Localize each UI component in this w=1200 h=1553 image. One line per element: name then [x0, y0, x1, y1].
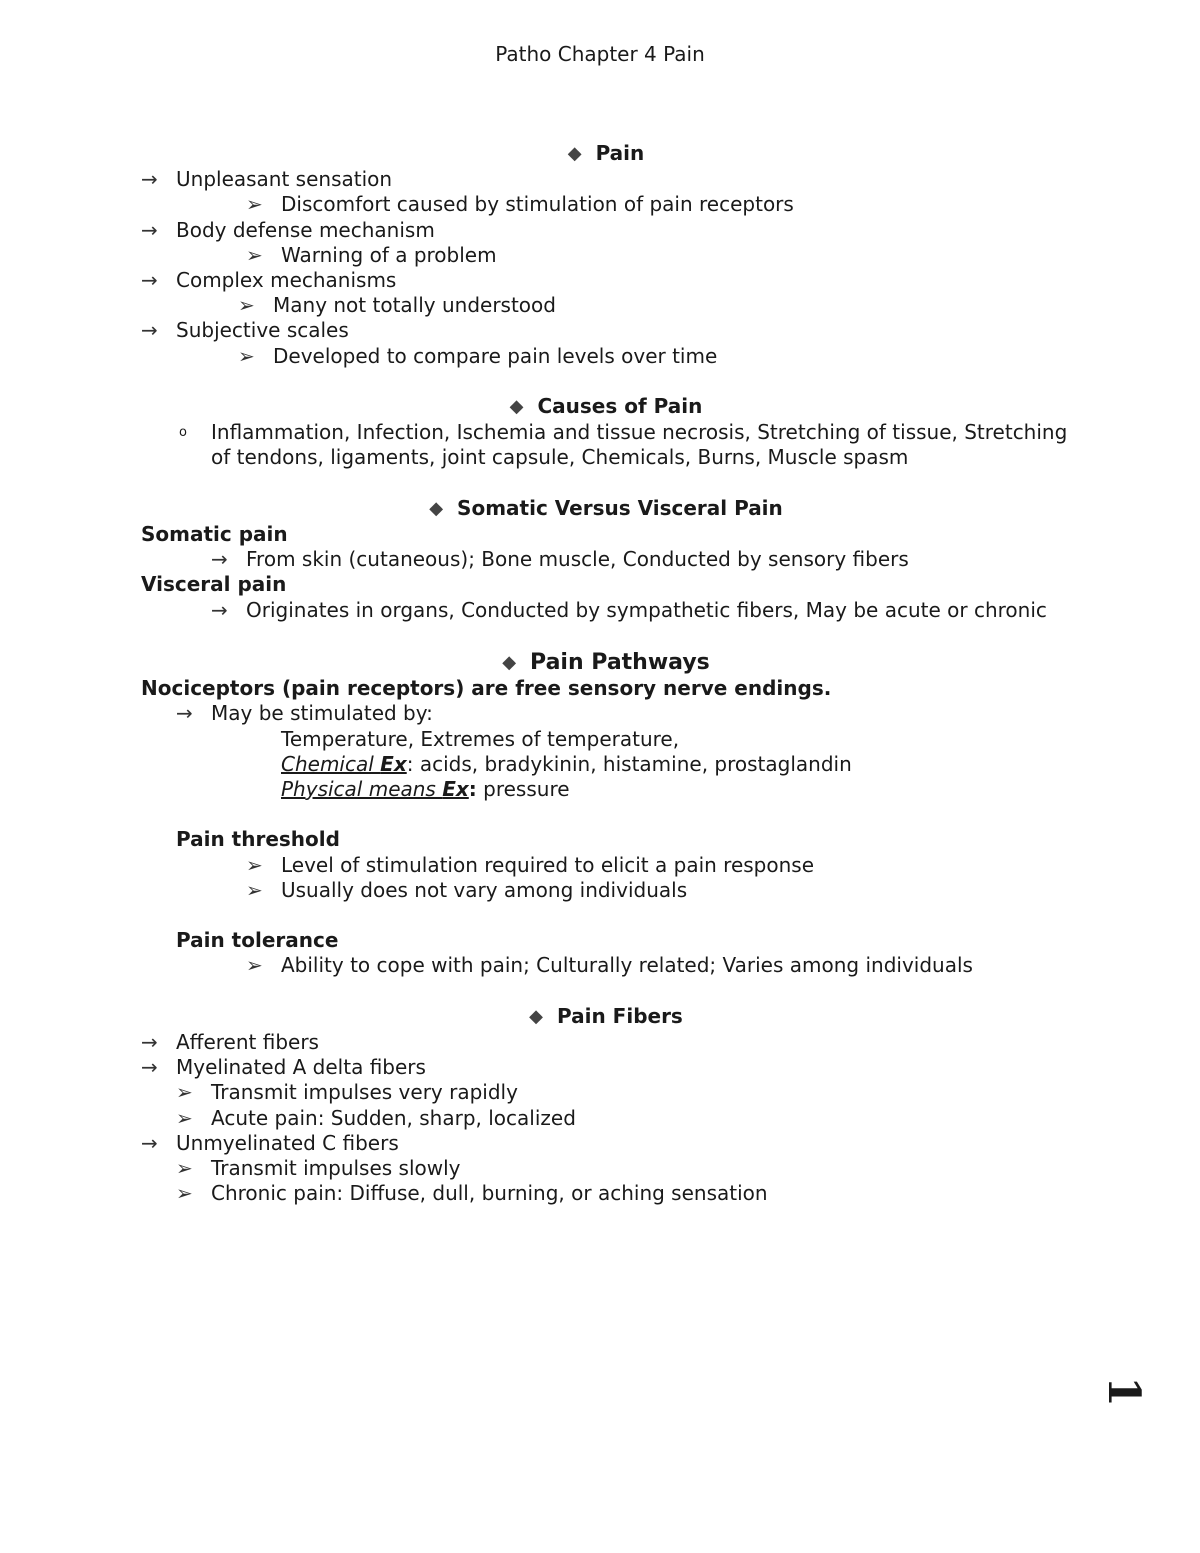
stimulus-temperature: Temperature, Extremes of temperature,: [281, 726, 680, 751]
sub-list-item: ➢ Many not totally understood: [238, 293, 556, 318]
arrow-icon: →: [141, 217, 158, 242]
sub-list-item: ➢ Acute pain: Sudden, sharp, localized: [176, 1105, 576, 1130]
chevron-icon: ➢: [246, 192, 263, 217]
chevron-icon: ➢: [238, 293, 255, 318]
document-body: [141, 141, 1071, 1206]
sub-list-item: ➢ Warning of a problem: [246, 242, 497, 267]
sub-list-item: ➢ Developed to compare pain levels over time: [238, 343, 718, 368]
pain-tolerance-label: Pain tolerance: [176, 928, 339, 953]
arrow-icon: →: [141, 318, 158, 343]
diamond-icon: ◆: [502, 652, 517, 674]
arrow-icon: →: [141, 1130, 158, 1155]
list-item: → May be stimulated by:: [176, 701, 433, 726]
sub-list-item: ➢ Ability to cope with pain; Culturally related; Varies among individuals: [246, 953, 973, 978]
list-item: → Subjective scales: [141, 318, 349, 343]
list-item: → Originates in organs, Conducted by sympathetic fibers, May be acute or chronic: [211, 597, 1047, 622]
list-item: → Complex mechanisms: [141, 268, 397, 293]
chevron-icon: ➢: [176, 1181, 193, 1206]
sub-list-item: ➢ Chronic pain: Diffuse, dull, burning, or aching sensation: [176, 1181, 768, 1206]
list-item: → Unpleasant sensation: [141, 167, 393, 192]
sub-list-item: ➢ Usually does not vary among individuals: [246, 877, 688, 902]
sub-list-item: ➢ Transmit impulses slowly: [176, 1156, 461, 1181]
diamond-icon: ◆: [509, 396, 524, 418]
diamond-icon: ◆: [529, 1005, 543, 1027]
arrow-icon: →: [141, 167, 158, 192]
sub-list-item: ➢ Level of stimulation required to elicit a pain response: [246, 852, 814, 877]
pain-threshold-label: Pain threshold: [176, 827, 340, 852]
nociceptors-statement: Nociceptors (pain receptors) are free sensory nerve endings.: [141, 676, 832, 701]
sub-list-item: ➢ Transmit impulses very rapidly: [176, 1080, 518, 1105]
arrow-icon: →: [141, 1030, 158, 1055]
list-item: → Myelinated A delta fibers: [141, 1055, 426, 1080]
diamond-icon: ◆: [567, 143, 582, 164]
stimulus-chemical: Chemical Ex: acids, bradykinin, histamine, prostaglandin: [281, 751, 852, 776]
diamond-icon: ◆: [429, 497, 444, 519]
stimulus-physical: Physical means Ex: pressure: [281, 777, 570, 802]
chevron-icon: ➢: [246, 852, 263, 877]
list-item: → Afferent fibers: [141, 1030, 319, 1055]
arrow-icon: →: [211, 597, 228, 622]
section-heading-causes: ◆ Causes of Pain: [509, 394, 703, 419]
chevron-icon: ➢: [246, 877, 263, 902]
somatic-pain-label: Somatic pain: [141, 522, 288, 547]
chevron-icon: ➢: [238, 343, 255, 368]
arrow-icon: →: [176, 701, 193, 726]
list-item: → Body defense mechanism: [141, 217, 435, 242]
list-item: → Unmyelinated C fibers: [141, 1130, 399, 1155]
list-item: o Inflammation, Infection, Ischemia and tissue necrosis, Stretching of tissue, Stretching of tendons, ligaments, joint capsule, Chemicals, Burns, Muscle spasm: [141, 420, 1071, 470]
list-item: → From skin (cutaneous); Bone muscle, Conducted by sensory fibers: [211, 547, 909, 572]
section-heading-fibers: ◆ Pain Fibers: [529, 1003, 683, 1028]
chevron-icon: ➢: [246, 242, 263, 267]
chevron-icon: ➢: [176, 1156, 193, 1181]
chevron-icon: ➢: [176, 1080, 193, 1105]
section-heading-somatic-visceral: ◆ Somatic Versus Visceral Pain: [429, 495, 783, 520]
section-heading-pain: ◆ Pain: [567, 141, 645, 165]
section-heading-pathways: ◆ Pain Pathways: [502, 650, 710, 676]
visceral-pain-label: Visceral pain: [141, 572, 287, 597]
arrow-icon: →: [211, 547, 228, 572]
chevron-icon: ➢: [246, 953, 263, 978]
sub-list-item: ➢ Discomfort caused by stimulation of pain receptors: [246, 192, 794, 217]
page-header: Patho Chapter 4 Pain: [495, 42, 705, 66]
arrow-icon: →: [141, 268, 158, 293]
arrow-icon: →: [141, 1055, 158, 1080]
page-number: 1: [1097, 1376, 1149, 1407]
chevron-icon: ➢: [176, 1105, 193, 1130]
circle-bullet-icon: o: [179, 425, 187, 441]
